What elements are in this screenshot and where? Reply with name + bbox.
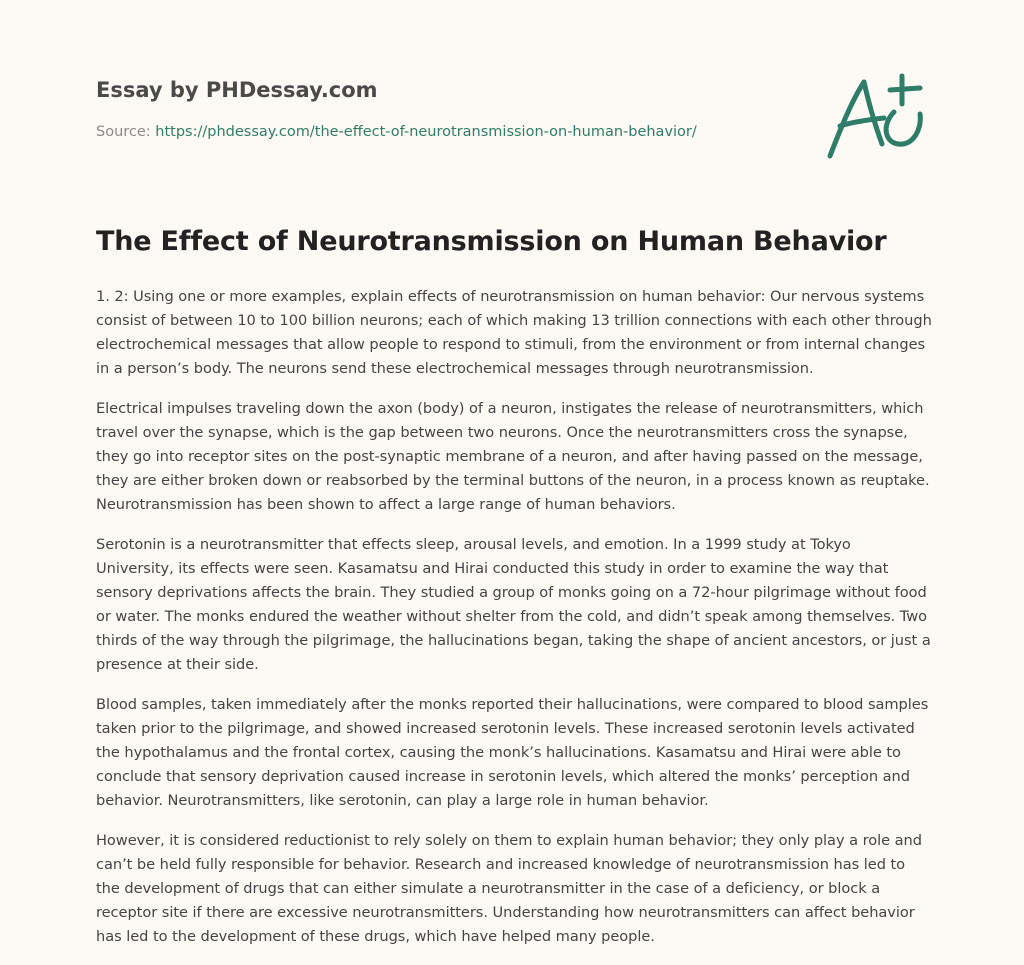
source-label: Source: <box>96 124 156 140</box>
paragraph-4: Blood samples, taken immediately after the monks reported their hallucinations, were compared to blood samples taken prior to the pilgrimage, and showed increased serotonin levels. These increased serotonin levels activated the hypothalamus and the frontal cortex, causing the monk’s hallucinations. Kasamatsu and Hirai were able to conclude that sensory deprivation caused increase in serotonin levels, which altered the monks’ perception and behavior. Neurotransmitters, like serotonin, can play a large role in human behavior. <box>96 696 929 809</box>
paragraph-3: Serotonin is a neurotransmitter that effects sleep, arousal levels, and emotion. In a 1999 study at Tokyo University, its effects were seen. Kasamatsu and Hirai conducted this study in order to examine the way that sensory deprivations affects the brain. They studied a group of monks going on a 72-hour pilgrimage without food or water. The monks endured the weather without shelter from the cold, and didn’t speak among themselves. Two thirds of the way through the pilgrimage, the hallucinations began, taking the shape of ancient ancestors, or just a presence at their side. <box>96 536 931 673</box>
source-line <box>96 124 697 140</box>
paragraph-2: Electrical impulses traveling down the axon (body) of a neuron, instigates the release of neurotransmitters, which travel over the synapse, which is the gap between two neurons. Once the neurotransmitters cross the synapse, they go into receptor sites on the post-synaptic membrane of a neuron, and after having passed on the message, they are either broken down or reabsorbed by the terminal buttons of the neuron, in a process known as reuptake. Neurotransmission has been shown to affect a large range of human behaviors. <box>96 400 930 513</box>
article-title: The Effect of Neurotransmission on Human Behavior <box>96 226 887 257</box>
a-plus-logo-icon <box>822 70 930 162</box>
paragraph-5: However, it is considered reductionist to rely solely on them to explain human behavior; they only play a role and can’t be held fully responsible for behavior. Research and increased knowledge of neurotransmission has led to the development of drugs that can either simulate a neurotransmitter in the case of a deficiency, or block a receptor site if there are excessive neurotransmitters. Understanding how neurotransmitters can affect behavior has led to the development of these drugs, which have helped many people. <box>96 832 922 945</box>
paragraph-1: 1. 2: Using one or more examples, explain effects of neurotransmission on human behavior: Our nervous systems consist of between 10 to 100 billion neurons; each of which making 13 trillion connections with each other through electrochemical messages that allow people to respond to stimuli, from the environment or from internal changes in a person’s body. The neurons send these electrochemical messages through neurotransmission. <box>96 288 932 377</box>
article-body <box>96 285 932 965</box>
site-brand: Essay by PHDessay.com <box>96 78 378 102</box>
source-link[interactable]: https://phdessay.com/the-effect-of-neurotransmission-on-human-behavior/ <box>155 124 697 140</box>
